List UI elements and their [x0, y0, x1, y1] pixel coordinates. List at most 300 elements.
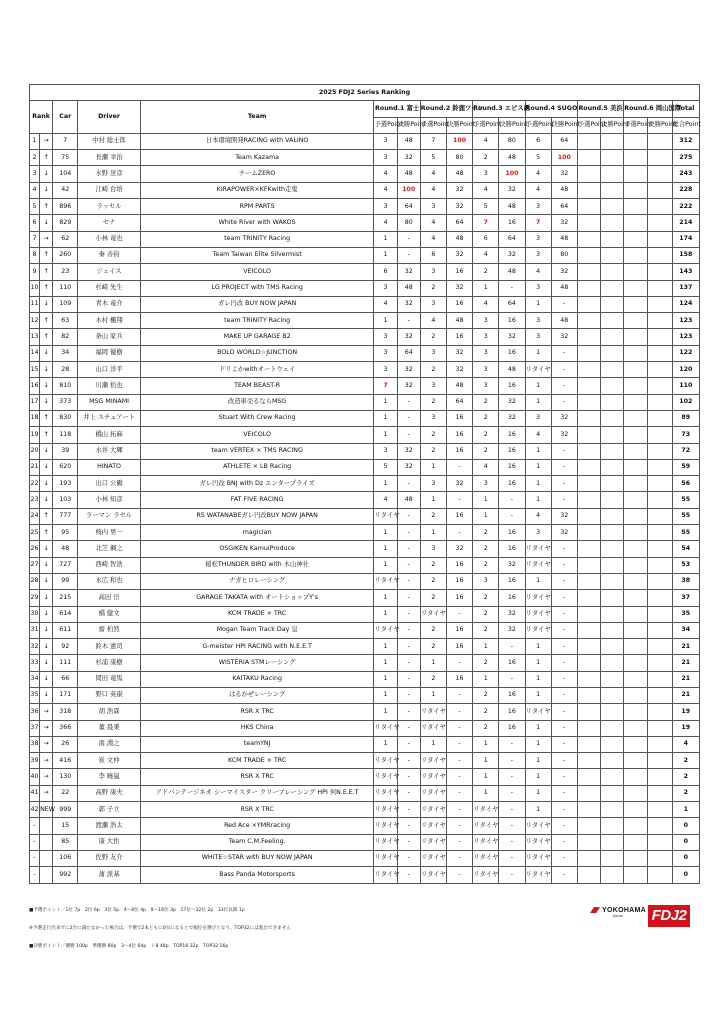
- rank-cell: 29: [30, 590, 40, 606]
- points-cell: 2: [473, 525, 499, 541]
- team-cell: Team Taiwan Elite Silvermist: [140, 247, 374, 263]
- driver-cell: 齋 柏然: [78, 622, 140, 638]
- points-cell: 48: [397, 133, 420, 149]
- movement-cell: [40, 867, 53, 883]
- empty-points-cell: [601, 150, 624, 166]
- empty-points-cell: [601, 362, 624, 378]
- points-cell: 3: [420, 541, 446, 557]
- points-cell: -: [499, 492, 525, 508]
- movement-cell: ↓: [40, 606, 53, 622]
- team-header: Team: [140, 101, 374, 134]
- points-cell: 3: [525, 199, 551, 215]
- movement-cell: ↓: [40, 655, 53, 671]
- total-cell: 37: [672, 590, 699, 606]
- points-cell: 2: [473, 427, 499, 443]
- points-cell: 32: [446, 182, 472, 198]
- points-cell: 1: [525, 296, 551, 312]
- empty-points-cell: [601, 459, 624, 475]
- points-cell: -: [551, 573, 577, 589]
- driver-cell: HINATO: [78, 459, 140, 475]
- points-cell: 4: [420, 182, 446, 198]
- movement-cell: ↑: [40, 280, 53, 296]
- car-number-cell: 611: [53, 622, 78, 638]
- table-row: [30, 818, 700, 834]
- empty-points-cell: [648, 150, 672, 166]
- empty-points-cell: [624, 476, 648, 492]
- rank-cell: 31: [30, 622, 40, 638]
- car-number-cell: 22: [53, 785, 78, 801]
- points-cell: 16: [446, 622, 472, 638]
- empty-points-cell: [577, 818, 600, 834]
- empty-points-cell: [601, 296, 624, 312]
- driver-cell: 北芝 鋼之: [78, 541, 140, 557]
- rank-cell: 14: [30, 345, 40, 361]
- points-cell: 1: [525, 655, 551, 671]
- table-row: [30, 834, 700, 850]
- empty-points-cell: [648, 639, 672, 655]
- empty-points-cell: [624, 850, 648, 866]
- points-cell: 32: [551, 215, 577, 231]
- total-cell: 312: [672, 133, 699, 149]
- table-row: [30, 329, 700, 345]
- rank-cell: 39: [30, 753, 40, 769]
- points-cell: リタイヤ: [420, 704, 446, 720]
- table-row: [30, 769, 700, 785]
- car-number-cell: 130: [53, 769, 78, 785]
- driver-cell: 永広 和也: [78, 573, 140, 589]
- rank-cell: -: [30, 850, 40, 866]
- points-cell: 2: [420, 329, 446, 345]
- yokohama-mark-icon: [590, 907, 600, 913]
- points-cell: 32: [551, 427, 577, 443]
- empty-points-cell: [601, 785, 624, 801]
- driver-cell: 条山 家兵: [78, 329, 140, 345]
- car-number-cell: 810: [53, 378, 78, 394]
- points-cell: -: [446, 802, 472, 818]
- points-cell: -: [397, 590, 420, 606]
- car-number-cell: 106: [53, 850, 78, 866]
- empty-points-cell: [601, 736, 624, 752]
- points-cell: 6: [374, 264, 397, 280]
- points-cell: 3: [420, 476, 446, 492]
- rank-cell: 33: [30, 655, 40, 671]
- rank-cell: 6: [30, 215, 40, 231]
- table-row: [30, 557, 700, 573]
- points-cell: 16: [499, 590, 525, 606]
- points-cell: 2: [473, 720, 499, 736]
- team-cell: FAT FIVE RACING: [140, 492, 374, 508]
- empty-points-cell: [624, 150, 648, 166]
- empty-points-cell: [648, 378, 672, 394]
- points-cell: 1: [525, 378, 551, 394]
- empty-points-cell: [577, 834, 600, 850]
- table-row: [30, 394, 700, 410]
- driver-cell: 桜内 男一: [78, 525, 140, 541]
- points-cell: 4: [374, 215, 397, 231]
- points-cell: 2: [473, 606, 499, 622]
- empty-points-cell: [601, 492, 624, 508]
- points-cell: 1: [525, 394, 551, 410]
- driver-cell: 渡瀬 浩太: [78, 818, 140, 834]
- empty-points-cell: [624, 639, 648, 655]
- empty-points-cell: [624, 231, 648, 247]
- empty-points-cell: [577, 622, 600, 638]
- empty-points-cell: [601, 427, 624, 443]
- movement-cell: →: [40, 231, 53, 247]
- points-cell: 6: [525, 133, 551, 149]
- points-cell: -: [446, 606, 472, 622]
- points-cell: 1: [525, 459, 551, 475]
- team-cell: KIRAPOWER×KFKwith走鬼: [140, 182, 374, 198]
- points-cell: 1: [525, 802, 551, 818]
- movement-cell: ↑: [40, 150, 53, 166]
- driver-cell: 崔 文仲: [78, 753, 140, 769]
- car-number-cell: 111: [53, 655, 78, 671]
- points-cell: リタイヤ: [374, 785, 397, 801]
- points-cell: 2: [473, 264, 499, 280]
- rank-cell: 24: [30, 508, 40, 524]
- rank-cell: 38: [30, 736, 40, 752]
- empty-points-cell: [601, 394, 624, 410]
- points-cell: 4: [420, 313, 446, 329]
- points-cell: 7: [525, 215, 551, 231]
- points-cell: 1: [374, 247, 397, 263]
- points-cell: 3: [473, 329, 499, 345]
- empty-points-cell: [577, 166, 600, 182]
- points-cell: -: [397, 394, 420, 410]
- empty-points-cell: [577, 378, 600, 394]
- empty-points-cell: [577, 410, 600, 426]
- points-cell: 4: [374, 492, 397, 508]
- total-cell: 120: [672, 362, 699, 378]
- points-cell: -: [551, 362, 577, 378]
- points-cell: -: [551, 655, 577, 671]
- points-cell: 2: [420, 280, 446, 296]
- empty-points-cell: [624, 427, 648, 443]
- team-cell: magician: [140, 525, 374, 541]
- points-cell: -: [446, 785, 472, 801]
- rank-cell: 11: [30, 296, 40, 312]
- driver-cell: 川瀬 拾也: [78, 378, 140, 394]
- points-cell: -: [499, 736, 525, 752]
- points-cell: リタイヤ: [374, 720, 397, 736]
- driver-cell: 高野 康夫: [78, 785, 140, 801]
- driver-cell: 西崎 智浩: [78, 557, 140, 573]
- rank-cell: 10: [30, 280, 40, 296]
- points-cell: -: [446, 525, 472, 541]
- points-cell: 6: [420, 247, 446, 263]
- points-cell: リタイヤ: [420, 818, 446, 834]
- points-cell: 3: [473, 378, 499, 394]
- driver-cell: 橋山 拓麻: [78, 427, 140, 443]
- total-cell: 56: [672, 476, 699, 492]
- points-cell: -: [551, 818, 577, 834]
- points-cell: リタイヤ: [473, 802, 499, 818]
- points-cell: -: [551, 606, 577, 622]
- points-cell: -: [551, 590, 577, 606]
- points-cell: -: [446, 704, 472, 720]
- ranking-sheet: [29, 84, 700, 884]
- empty-points-cell: [648, 215, 672, 231]
- empty-points-cell: [601, 215, 624, 231]
- empty-points-cell: [624, 590, 648, 606]
- rank-header: Rank: [30, 101, 53, 134]
- points-cell: -: [397, 736, 420, 752]
- points-cell: 2: [420, 639, 446, 655]
- movement-cell: →: [40, 736, 53, 752]
- points-cell: 32: [446, 345, 472, 361]
- empty-points-cell: [577, 590, 600, 606]
- empty-points-cell: [648, 834, 672, 850]
- total-cell: 0: [672, 818, 699, 834]
- empty-points-cell: [624, 541, 648, 557]
- empty-points-cell: [577, 362, 600, 378]
- points-cell: リタイヤ: [420, 867, 446, 883]
- points-cell: -: [499, 639, 525, 655]
- rank-cell: 5: [30, 199, 40, 215]
- points-cell: 1: [374, 655, 397, 671]
- total-cell: 55: [672, 508, 699, 524]
- movement-cell: ↓: [40, 639, 53, 655]
- points-cell: -: [551, 378, 577, 394]
- empty-points-cell: [648, 753, 672, 769]
- points-cell: 2: [420, 622, 446, 638]
- empty-points-cell: [648, 785, 672, 801]
- table-row: [30, 166, 700, 182]
- empty-points-cell: [577, 769, 600, 785]
- points-cell: 32: [446, 362, 472, 378]
- rank-cell: 35: [30, 687, 40, 703]
- points-cell: 48: [446, 231, 472, 247]
- empty-points-cell: [601, 622, 624, 638]
- points-cell: -: [397, 508, 420, 524]
- points-cell: -: [499, 818, 525, 834]
- empty-points-cell: [648, 394, 672, 410]
- car-number-cell: 260: [53, 247, 78, 263]
- table-row: [30, 296, 700, 312]
- points-cell: 64: [551, 133, 577, 149]
- total-cell: 1: [672, 802, 699, 818]
- car-number-cell: 15: [53, 818, 78, 834]
- rank-cell: 2: [30, 150, 40, 166]
- points-cell: -: [551, 541, 577, 557]
- total-cell: 102: [672, 394, 699, 410]
- points-cell: 2: [420, 427, 446, 443]
- car-number-cell: 85: [53, 834, 78, 850]
- empty-points-cell: [648, 704, 672, 720]
- points-cell: 1: [525, 492, 551, 508]
- team-cell: Team C.M.Feeling.: [140, 834, 374, 850]
- rank-cell: 3: [30, 166, 40, 182]
- movement-cell: ↓: [40, 394, 53, 410]
- team-cell: GARAGE TAKATA with オートショップY's: [140, 590, 374, 606]
- rank-cell: 28: [30, 573, 40, 589]
- points-cell: 1: [374, 394, 397, 410]
- total-cell: 38: [672, 573, 699, 589]
- empty-points-cell: [624, 867, 648, 883]
- round-6-qual-header: 予選Point: [624, 117, 648, 133]
- empty-points-cell: [577, 264, 600, 280]
- points-cell: 64: [397, 199, 420, 215]
- driver-cell: 水井 大輝: [78, 443, 140, 459]
- table-row: [30, 133, 700, 149]
- movement-cell: ↓: [40, 590, 53, 606]
- points-cell: -: [551, 736, 577, 752]
- rank-cell: -: [30, 867, 40, 883]
- table-row: [30, 182, 700, 198]
- empty-points-cell: [648, 231, 672, 247]
- points-cell: 1: [374, 476, 397, 492]
- points-cell: 1: [473, 769, 499, 785]
- rank-cell: 19: [30, 427, 40, 443]
- points-cell: 1: [473, 639, 499, 655]
- points-cell: 1: [374, 525, 397, 541]
- empty-points-cell: [577, 150, 600, 166]
- table-row: [30, 215, 700, 231]
- points-cell: 3: [420, 296, 446, 312]
- points-cell: 16: [499, 704, 525, 720]
- points-cell: 16: [499, 427, 525, 443]
- points-cell: -: [397, 525, 420, 541]
- table-row: [30, 753, 700, 769]
- car-number-cell: 39: [53, 443, 78, 459]
- driver-cell: ジェイス: [78, 264, 140, 280]
- points-cell: 32: [446, 199, 472, 215]
- points-cell: リタイヤ: [374, 850, 397, 866]
- rank-cell: 16: [30, 378, 40, 394]
- driver-cell: 杉浦 康樹: [78, 655, 140, 671]
- points-cell: 1: [525, 443, 551, 459]
- total-cell: 124: [672, 296, 699, 312]
- empty-points-cell: [624, 720, 648, 736]
- points-cell: 3: [525, 247, 551, 263]
- points-cell: 3: [473, 345, 499, 361]
- car-number-cell: 620: [53, 459, 78, 475]
- points-cell: リタイヤ: [420, 802, 446, 818]
- points-cell: 32: [499, 606, 525, 622]
- driver-cell: 橋 健文: [78, 606, 140, 622]
- points-cell: -: [551, 394, 577, 410]
- total-cell: 34: [672, 622, 699, 638]
- points-cell: 2: [420, 671, 446, 687]
- points-cell: 48: [499, 264, 525, 280]
- points-cell: -: [397, 557, 420, 573]
- points-cell: 32: [499, 622, 525, 638]
- table-row: [30, 606, 700, 622]
- team-cell: 日本環境開発RACING with VALINO: [140, 133, 374, 149]
- points-cell: 2: [473, 655, 499, 671]
- driver-cell: 郭 子立: [78, 802, 140, 818]
- points-cell: 1: [374, 590, 397, 606]
- empty-points-cell: [648, 541, 672, 557]
- team-cell: Bass Panda Motorsports: [140, 867, 374, 883]
- empty-points-cell: [648, 818, 672, 834]
- points-cell: 2: [420, 557, 446, 573]
- points-cell: 32: [446, 247, 472, 263]
- rank-cell: -: [30, 834, 40, 850]
- points-cell: 1: [420, 655, 446, 671]
- team-cell: RSR X TRC: [140, 769, 374, 785]
- empty-points-cell: [624, 687, 648, 703]
- rank-cell: 18: [30, 410, 40, 426]
- empty-points-cell: [577, 296, 600, 312]
- points-cell: 4: [473, 133, 499, 149]
- team-cell: MAKE UP GARAGE B2: [140, 329, 374, 345]
- car-number-cell: 896: [53, 199, 78, 215]
- empty-points-cell: [624, 166, 648, 182]
- empty-points-cell: [648, 133, 672, 149]
- points-cell: 3: [473, 573, 499, 589]
- points-cell: 1: [525, 753, 551, 769]
- empty-points-cell: [577, 133, 600, 149]
- points-cell: リタイヤ: [420, 834, 446, 850]
- rank-cell: 37: [30, 720, 40, 736]
- empty-points-cell: [648, 345, 672, 361]
- table-row: [30, 687, 700, 703]
- points-cell: リタイヤ: [374, 769, 397, 785]
- points-cell: リタイヤ: [420, 769, 446, 785]
- team-cell: team TRINITY Racing: [140, 313, 374, 329]
- empty-points-cell: [648, 769, 672, 785]
- driver-cell: 胡 浩霖: [78, 704, 140, 720]
- empty-points-cell: [648, 166, 672, 182]
- table-row: [30, 492, 700, 508]
- empty-points-cell: [601, 264, 624, 280]
- empty-points-cell: [648, 247, 672, 263]
- points-cell: 3: [525, 280, 551, 296]
- team-cell: HKS China: [140, 720, 374, 736]
- total-cell: 214: [672, 215, 699, 231]
- empty-points-cell: [648, 296, 672, 312]
- fdj2-logo: FDJ2: [648, 905, 690, 927]
- empty-points-cell: [577, 850, 600, 866]
- team-cell: チームZERO: [140, 166, 374, 182]
- points-cell: 16: [446, 639, 472, 655]
- team-cell: Team Kazama: [140, 150, 374, 166]
- empty-points-cell: [577, 867, 600, 883]
- rank-cell: 1: [30, 133, 40, 149]
- total-cell: 143: [672, 264, 699, 280]
- car-number-cell: 992: [53, 867, 78, 883]
- points-cell: リタイヤ: [525, 818, 551, 834]
- empty-points-cell: [577, 508, 600, 524]
- empty-points-cell: [601, 410, 624, 426]
- empty-points-cell: [601, 687, 624, 703]
- team-cell: Stuart With Crew Racing: [140, 410, 374, 426]
- points-cell: 1: [374, 687, 397, 703]
- points-cell: 1: [473, 785, 499, 801]
- points-cell: -: [551, 753, 577, 769]
- car-header: Car: [53, 101, 78, 134]
- driver-cell: 秦 善钧: [78, 247, 140, 263]
- team-cell: BOLD WORLD☆JUNCTION: [140, 345, 374, 361]
- empty-points-cell: [601, 525, 624, 541]
- points-cell: 16: [499, 443, 525, 459]
- driver-cell: 長瀬 幸治: [78, 150, 140, 166]
- points-cell: リタイヤ: [420, 720, 446, 736]
- rank-cell: 23: [30, 492, 40, 508]
- points-cell: 32: [446, 280, 472, 296]
- points-cell: 4: [525, 182, 551, 198]
- empty-points-cell: [577, 394, 600, 410]
- points-cell: -: [397, 622, 420, 638]
- points-cell: -: [551, 671, 577, 687]
- points-cell: 32: [551, 508, 577, 524]
- points-cell: 1: [473, 736, 499, 752]
- points-cell: 64: [499, 296, 525, 312]
- movement-cell: ↑: [40, 199, 53, 215]
- car-number-cell: 999: [53, 802, 78, 818]
